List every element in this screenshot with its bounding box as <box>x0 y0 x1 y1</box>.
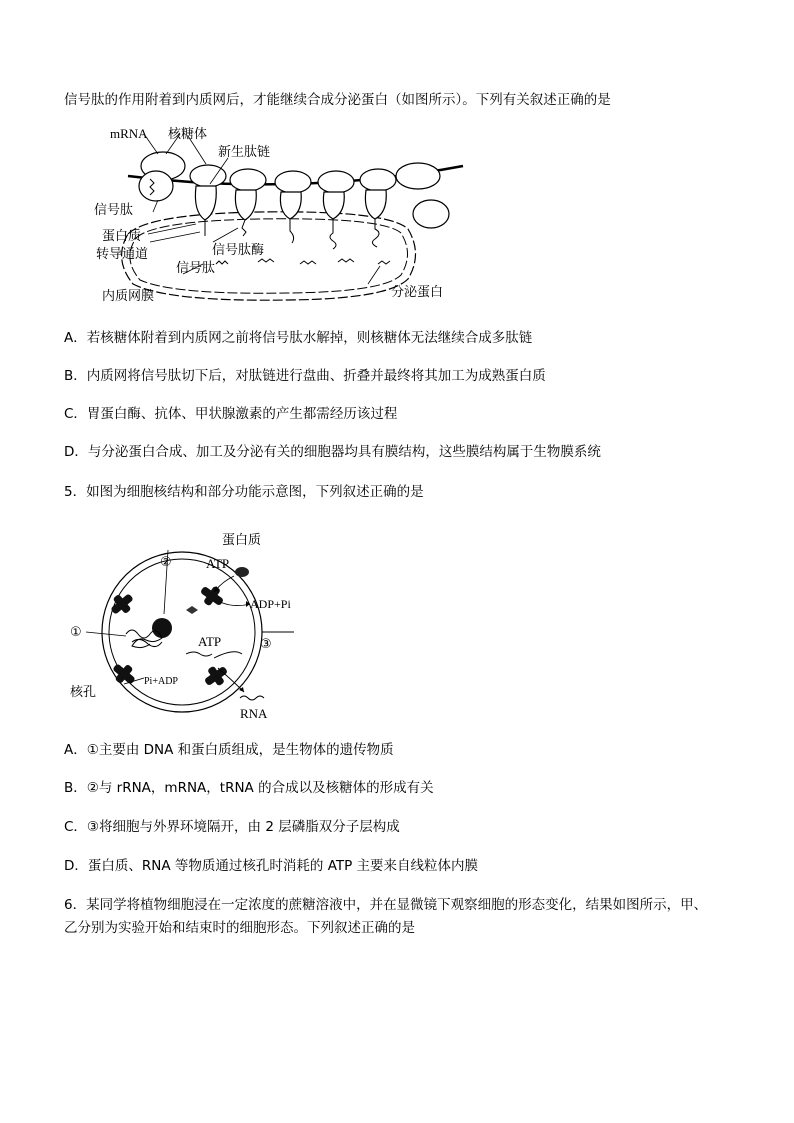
q5-option-c: C．③将细胞与外界环境隔开，由 2 层磷脂双分子层构成 <box>64 819 400 835</box>
er-membrane-label: 内质网膜 <box>102 289 155 304</box>
q4-stem: 信号肽的作用附着到内质网后，才能继续合成分泌蛋白（如图所示）。下列有关叙述正确的是 <box>64 92 611 108</box>
label-3: ③ <box>260 637 272 652</box>
channel-label-1: 蛋白质 <box>102 229 142 244</box>
label-1: ① <box>70 625 82 640</box>
channel-label-2: 转导通道 <box>96 247 149 262</box>
rna-label: RNA <box>240 706 268 721</box>
signal-peptide-diagram <box>88 124 488 310</box>
protein-label: 蛋白质 <box>222 533 262 548</box>
signal-peptidase-label: 信号肽酶 <box>212 243 265 258</box>
nascent-peptide-label: 新生肽链 <box>218 145 271 160</box>
q5-option-a: A．①主要由 DNA 和蛋白质组成，是生物体的遗传物质 <box>64 742 394 758</box>
q4-option-a: A．若核糖体附着到内质网之前将信号肽水解掉，则核糖体无法继续合成多肽链 <box>64 330 533 346</box>
atp-mid-label: ATP <box>198 634 222 649</box>
q6-stem-line1: 6．某同学将植物细胞浸在一定浓度的蔗糖溶液中，并在显微镜下观察细胞的形态变化，结果如图所示，甲、 <box>64 897 708 913</box>
ribosome-label: 核糖体 <box>168 127 208 142</box>
pi-adp-label: Pi+ADP <box>144 676 178 687</box>
q4-option-b: B．内质网将信号肽切下后，对肽链进行盘曲、折叠并最终将其加工为成熟蛋白质 <box>64 368 546 384</box>
mrna-label: mRNA <box>110 126 148 141</box>
q4-option-d: D．与分泌蛋白合成、加工及分泌有关的细胞器均具有膜结构，这些膜结构属于生物膜系统 <box>64 444 601 460</box>
q6-stem-line2: 乙分别为实验开始和结束时的细胞形态。下列叙述正确的是 <box>64 920 415 936</box>
label-2: ② <box>160 555 172 570</box>
nucleus-diagram <box>64 526 314 726</box>
nuclear-pore-label: 核孔 <box>70 685 97 700</box>
q5-option-d: D．蛋白质、RNA 等物质通过核孔时消耗的 ATP 主要来自线粒体内膜 <box>64 858 479 874</box>
signal-peptide-label: 信号肽 <box>94 203 134 218</box>
q4-option-c: C．胃蛋白酶、抗体、甲状腺激素的产生都需经历该过程 <box>64 406 398 422</box>
q5-option-b: B．②与 rRNA，mRNA，tRNA 的合成以及核糖体的形成有关 <box>64 780 434 796</box>
adp-pi-label: ADP+Pi <box>250 597 291 611</box>
q5-stem: 5．如图为细胞核结构和部分功能示意图，下列叙述正确的是 <box>64 484 424 500</box>
secretory-protein-label: 分泌蛋白 <box>391 285 444 300</box>
atp-top-label: ATP <box>206 556 230 571</box>
signal-peptide-label-2: 信号肽 <box>176 261 216 276</box>
